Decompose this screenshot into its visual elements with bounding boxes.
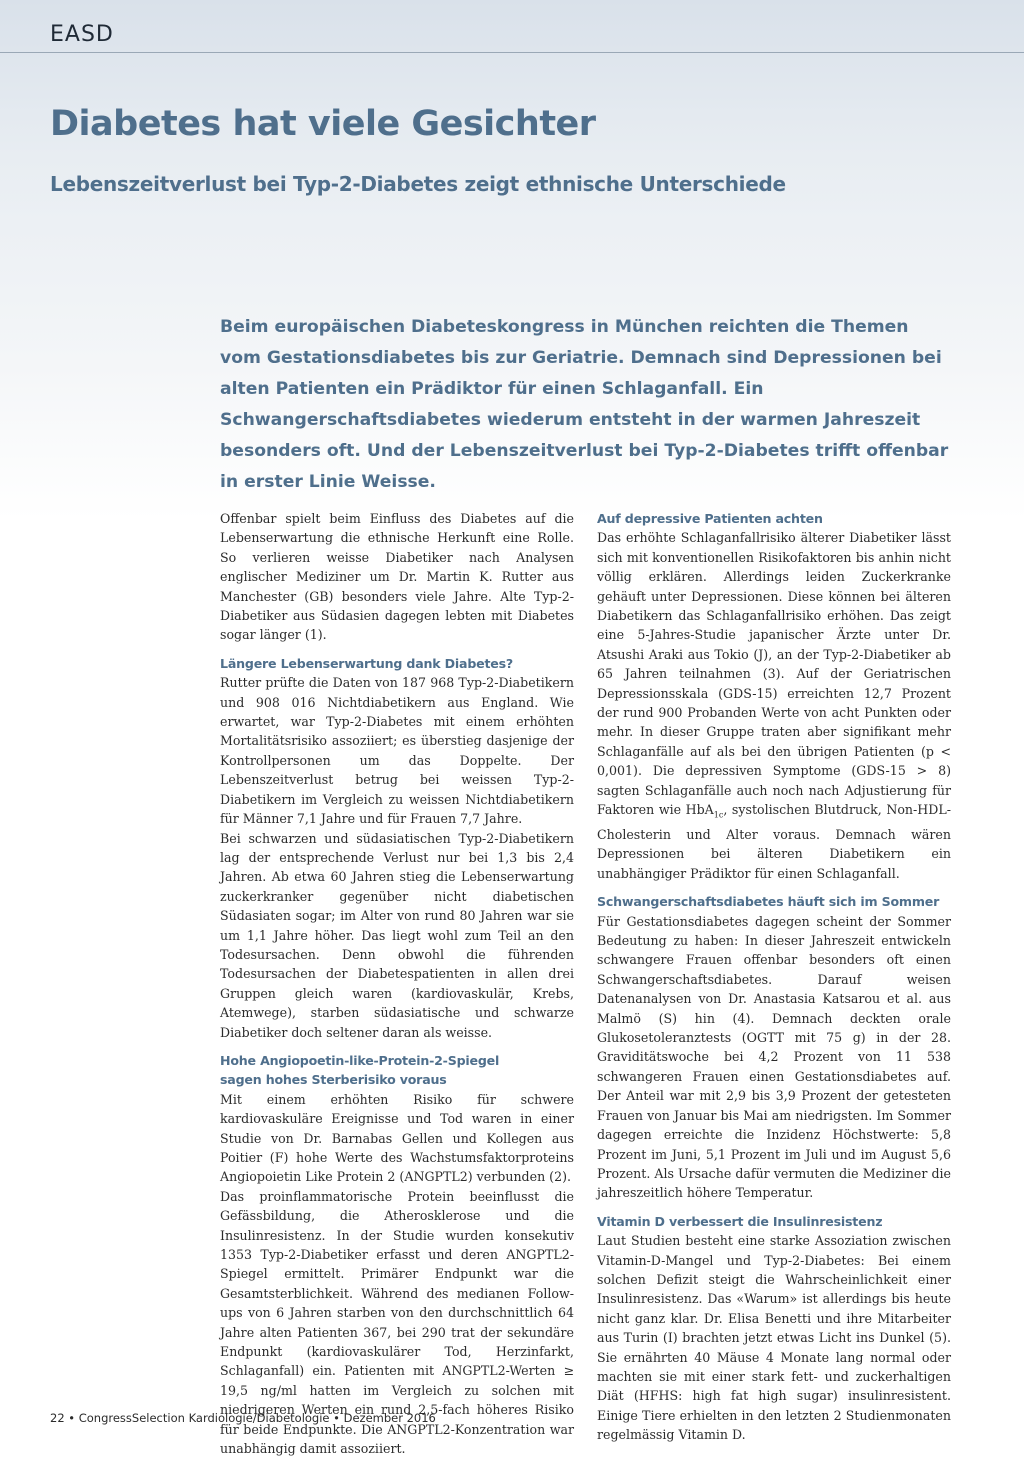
paragraph-rutter: Rutter prüfte die Daten von 187 968 Typ-2-Diabetikern und 908 016 Nichtdiabetikern aus England. Wie erwartet, war Typ-2-Diabetes mit einem erhöhten Mortalitätsrisiko assoziiert; es überstieg dasjenige der Kontrollpersonen um das Doppelte. Der Lebenszeitverlust betrug bei weissen Typ-2-Diabetikern im Vergleich zu weissen Nichtdiabetikern für Männer 7,1 Jahre und für Frauen 7,7 Jahre. bbox=[220, 675, 574, 827]
heading-gestationsdiabetes: Schwangerschaftsdiabetes häuft sich im Sommer bbox=[597, 894, 940, 910]
paragraph-vitamin-d: Laut Studien besteht eine starke Assoziation zwischen Vitamin-D-Mangel und Typ-2-Diabetes: Bei einem solchen Defizit steigt die Wahrscheinlichkeit einer Insulinresistenz. Das «Warum» ist allerdings bis heute nicht ganz klar. Dr. Elisa Benetti und ihre Mitarbeiter aus Turin (I) brachten jetzt etwas Licht ins Dunkel (5). Sie ernährten 40 Mäuse 4 Monate lang normal oder machten sie mit einer stark fett- und zuckerhaltigen Diät (HFHS: high fat high sugar) insulinresistent. Einige Tiere erhielten in den letzten 2 Studienmonaten regelmässig Vitamin D. bbox=[597, 1233, 951, 1443]
paragraph-angptl2-study: Das proinflammatorische Protein beeinflusst die Gefässbildung, die Atherosklerose und die Insulinresistenz. In der Studie wurden konsekutiv 1353 Typ-2-Diabetiker erfasst und deren ANGPTL2-Spiegel ermittelt. Primärer Endpunkt war die Gesamtsterblichkeit. Während des medianen Follow-ups von 6 Jahren starben von den durchschnittlich 64 Jahre alten Patienten 367, bei 290 trat der sekundäre Endpunkt (kardiovaskulärer Tod, Herzinfarkt, Schlaganfall) ein. Patienten mit ANGPTL2-Werten ≥ 19,5 ng/ml hatten im Vergleich zu solchen mit niedrigeren Werten ein rund 2,5-fach höheres Risiko für beide Endpunkte. Die ANGPTL2-Konzentration war unabhängig damit assoziiert. bbox=[220, 1188, 574, 1457]
paragraph-depression-part2: , systolischen Blutdruck, Non-HDL-Cholesterin und Alter voraus. Demnach wären Depressionen bei älteren Diabetikern ein unabhängiger Prädiktor für einen Schlaganfall. bbox=[597, 802, 951, 881]
section-tag: EASD bbox=[50, 22, 114, 47]
right-column bbox=[597, 509, 951, 1445]
article-title: Diabetes hat viele Gesichter bbox=[50, 104, 596, 144]
heading-angptl2-line2: sagen hohes Sterberisiko voraus bbox=[220, 1072, 447, 1088]
paragraph-depression-part1: Das erhöhte Schlaganfallrisiko älterer Diabetiker lässt sich mit konventionellen Risikofaktoren bis anhin nicht völlig erklären. Allerdings leiden Zuckerkranke gehäuft unter Depressionen. Diese können bei älteren Diabetikern das Schlaganfallrisiko erhöhen. Das zeigt eine 5-Jahres-Studie japanischer Ärzte unter Dr. Atsushi Araki aus Tokio (J), an der Typ-2-Diabetiker ab 65 Jahren teilnahmen (3). Auf der Geriatrischen Depressionsskala (GDS-15) erreichten 12,7 Prozent der rund 900 Probanden Werte von acht Punkten oder mehr. In dieser Gruppe traten aber signifikant mehr Schlaganfälle auf als bei den übrigen Patienten (p < 0,001). Die depressiven Symptome (GDS-15 > 8) sagten Schlaganfälle auch noch nach Adjustierung für Faktoren wie HbA bbox=[597, 530, 951, 818]
heading-vitamin-d: Vitamin D verbessert die Insulinresistenz bbox=[597, 1213, 883, 1229]
page-footer: 22 • CongressSelection Kardiologie/Diabetologie • Dezember 2016 bbox=[50, 1411, 436, 1425]
paragraph-suedasiaten: Bei schwarzen und südasiatischen Typ-2-Diabetikern lag der entsprechende Verlust nur bei 1,3 bis 2,4 Jahren. Ab etwa 60 Jahren stieg die Lebenserwartung zuckerkranker gegenüber nicht diabetischen Südasiaten sogar; im Alter von rund 80 Jahren war sie um 1,1 Jahre höher. Das liegt wohl zum Teil an den Todesursachen. Denn obwohl die führenden Todesursachen der Diabetespatienten in allen drei Gruppen gleich waren (kardiovaskulär, Krebs, Atemwege), starben südasiatische und schwarze Diabetiker doch seltener daran als weisse. bbox=[220, 830, 574, 1040]
header-divider bbox=[0, 52, 1024, 53]
heading-lebenserwartung: Längere Lebenserwartung dank Diabetes? bbox=[220, 655, 514, 671]
hba1c-subscript: 1c bbox=[713, 810, 724, 820]
article-lead: Beim europäischen Diabeteskongress in München reichten die Themen vom Gestationsdiabetes bis zur Geriatrie. Demnach sind Depressionen bei alten Patienten ein Prädiktor für einen Schlaganfall. Ein Schwangerschaftsdiabetes wiederum entsteht in der warmen Jahreszeit besonders oft. Und der Lebenszeitverlust bei Typ-2-Diabetes trifft offenbar in erster Linie Weisse. bbox=[220, 317, 949, 492]
intro-paragraph: Offenbar spielt beim Einfluss des Diabetes auf die Lebenserwartung die ethnische Herkunft eine Rolle. So verlieren weisse Diabetiker nach Analysen englischer Mediziner um Dr. Martin K. Rutter aus Manchester (GB) besonders viele Jahre. Alte Typ-2-Diabetiker aus Südasien dagegen lebten mit Diabetes sogar länger (1). bbox=[220, 511, 574, 643]
left-column bbox=[220, 509, 574, 1459]
article-subtitle: Lebenszeitverlust bei Typ-2-Diabetes zeigt ethnische Unterschiede bbox=[50, 172, 786, 196]
heading-angptl2-line1: Hohe Angiopoetin-like-Protein-2-Spiegel bbox=[220, 1052, 500, 1068]
heading-depression: Auf depressive Patienten achten bbox=[597, 511, 823, 526]
paragraph-gellen: Mit einem erhöhten Risiko für schwere kardiovaskuläre Ereignisse und Tod waren in einer Studie von Dr. Barnabas Gellen und Kollegen aus Poitier (F) hohe Werte des Wachstumsfaktorproteins Angiopoietin Like Protein 2 (ANGPTL2) verbunden (2). bbox=[220, 1091, 574, 1185]
paragraph-depression bbox=[597, 528, 951, 883]
paragraph-gestationsdiabetes: Für Gestationsdiabetes dagegen scheint der Sommer Bedeutung zu haben: In dieser Jahreszeit entwickeln schwangere Frauen offenbar besonders oft einen Schwangerschaftsdiabetes. Darauf weisen Datenanalysen von Dr. Anastasia Katsarou et al. aus Malmö (S) hin (4). Demnach deckten orale Glukosetoleranztests (OGTT mit 75 g) in der 28. Graviditätswoche bei 4,2 Prozent von 11 538 schwangeren Frauen einen Gestationsdiabetes auf. Der Anteil war mit 2,9 bis 3,9 Prozent der getesteten Frauen von Januar bis Mai am niedrigsten. Im Sommer dagegen erreichte die Inzidenz Höchstwerte: 5,8 Prozent im Juni, 5,1 Prozent im Juli und im August 5,6 Prozent. Als Ursache dafür vermuten die Mediziner die jahreszeitlich höhere Temperatur. bbox=[597, 913, 951, 1201]
